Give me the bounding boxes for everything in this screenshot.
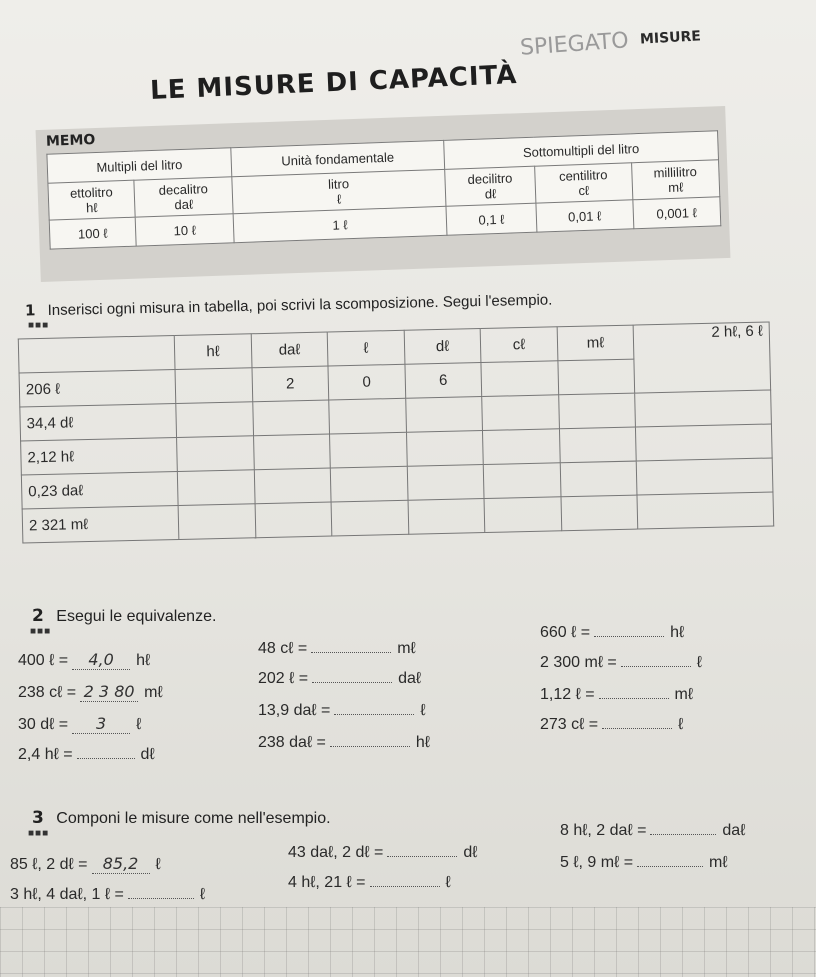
answer-cell[interactable] <box>637 492 774 529</box>
notebook-grid <box>0 907 816 977</box>
exercise-2-text: Esegui le equivalenze. <box>56 608 217 625</box>
memo-header-submultiples: Sottomultipli del litro <box>444 131 719 170</box>
digit-cell[interactable] <box>408 499 485 535</box>
answer-blank[interactable] <box>650 834 716 835</box>
answer-blank[interactable] <box>637 866 703 867</box>
digit-cell[interactable] <box>252 400 329 436</box>
digit-cell[interactable] <box>175 368 252 404</box>
answer-blank[interactable] <box>311 652 391 653</box>
difficulty-level-icon: ■■■ <box>28 828 50 839</box>
compose-item: 85 ℓ, 2 dℓ = 85,2 ℓ <box>10 854 161 873</box>
exercise-2-number: 2 <box>32 606 44 626</box>
equivalence-item: 2 300 mℓ = ℓ <box>540 654 702 671</box>
column-header: ℓ <box>327 330 404 366</box>
digit-cell[interactable] <box>558 393 635 429</box>
difficulty-level-icon: ■■■ <box>28 320 50 331</box>
column-header: mℓ <box>557 325 634 361</box>
answer-blank[interactable] <box>370 886 440 887</box>
answer-blank[interactable] <box>602 728 672 729</box>
digit-cell[interactable] <box>484 497 561 533</box>
exercise-1-table <box>18 321 774 543</box>
row-label: 0,23 daℓ <box>21 471 178 509</box>
equivalence-item: 273 cℓ = ℓ <box>540 716 684 733</box>
digit-cell[interactable] <box>561 495 638 531</box>
digit-cell[interactable] <box>177 470 254 506</box>
equivalence-item: 48 cℓ = mℓ <box>258 640 416 657</box>
row-label: 206 ℓ <box>19 369 176 407</box>
compose-item: 43 daℓ, 2 dℓ = dℓ <box>288 844 478 861</box>
digit-cell[interactable] <box>178 504 255 540</box>
compose-item: 4 hℓ, 21 ℓ = ℓ <box>288 874 451 891</box>
digit-cell[interactable] <box>482 395 559 431</box>
exercise-1-text: Inserisci ogni misura in tabella, poi scrivi la scomposizione. Segui l'esempio. <box>47 291 553 320</box>
digit-cell[interactable] <box>407 465 484 501</box>
digit-cell[interactable] <box>330 466 407 502</box>
answer-cell[interactable] <box>636 458 773 495</box>
answer-blank[interactable] <box>334 714 414 715</box>
digit-cell[interactable] <box>177 436 254 472</box>
digit-cell[interactable]: 2 <box>252 366 329 402</box>
column-header: daℓ <box>251 332 328 368</box>
digit-cell[interactable] <box>560 461 637 497</box>
digit-cell[interactable]: 6 <box>405 363 482 399</box>
answer-blank[interactable]: 4,0 <box>72 650 130 670</box>
equivalence-item: 13,9 daℓ = ℓ <box>258 702 426 719</box>
answer-blank[interactable]: 3 <box>72 714 130 734</box>
digit-cell[interactable] <box>558 359 635 395</box>
digit-cell[interactable] <box>405 397 482 433</box>
equivalence-item: 660 ℓ = hℓ <box>540 624 685 641</box>
equivalence-item: 2,4 hℓ = dℓ <box>18 746 155 763</box>
equivalence-item: 238 cℓ = 2 3 80 mℓ <box>18 682 163 701</box>
digit-cell[interactable] <box>559 427 636 463</box>
equivalence-item: 202 ℓ = daℓ <box>258 670 422 687</box>
memo-name-cell: millilitro mℓ <box>631 160 720 200</box>
answer-cell[interactable] <box>635 390 772 427</box>
answer-blank[interactable] <box>599 698 669 699</box>
memo-value-cell: 0,1 ℓ <box>446 203 537 235</box>
memo-name-cell: litro ℓ <box>232 169 446 213</box>
digit-cell[interactable] <box>254 468 331 504</box>
exercise-1-number: 1 <box>24 301 36 320</box>
digit-cell[interactable] <box>483 463 560 499</box>
memo-header-multiples: Multipli del litro <box>47 148 232 183</box>
section-label: MISURE <box>639 28 702 48</box>
memo-name-cell: ettolitro hℓ <box>48 180 135 220</box>
answer-blank[interactable] <box>312 682 392 683</box>
exercise-3-heading <box>32 808 331 828</box>
page-title: LE MISURE DI CAPACITÀ <box>149 59 518 107</box>
digit-cell[interactable] <box>255 502 332 538</box>
memo-value-cell: 10 ℓ <box>135 214 234 246</box>
digit-cell[interactable] <box>483 429 560 465</box>
digit-cell[interactable] <box>406 431 483 467</box>
memo-value-cell: 100 ℓ <box>49 217 136 249</box>
equivalence-item: 1,12 ℓ = mℓ <box>540 686 694 703</box>
digit-cell[interactable]: 0 <box>328 364 405 400</box>
equivalence-item: 400 ℓ = 4,0 hℓ <box>18 650 151 669</box>
digit-cell[interactable] <box>331 500 408 536</box>
answer-blank[interactable] <box>387 856 457 857</box>
memo-value-cell: 1 ℓ <box>233 206 447 242</box>
digit-cell[interactable] <box>176 402 253 438</box>
memo-box <box>36 106 731 282</box>
memo-table <box>46 130 721 249</box>
memo-name-cell: decilitro dℓ <box>445 166 536 206</box>
memo-header-fundamental: Unità fondamentale <box>231 140 445 176</box>
column-header: cℓ <box>480 327 557 363</box>
answer-blank[interactable]: 85,2 <box>92 854 150 874</box>
answer-blank[interactable]: 2 3 80 <box>80 682 138 702</box>
answer-cell[interactable]: 2 hℓ, 6 ℓ <box>633 322 770 393</box>
equivalence-item: 30 dℓ = 3 ℓ <box>18 714 142 733</box>
column-header: hℓ <box>174 334 251 370</box>
memo-name-cell: decalitro daℓ <box>134 177 233 217</box>
row-label: 34,4 dℓ <box>20 403 177 441</box>
exercise-1-instruction <box>25 290 553 319</box>
exercise-2-heading <box>32 606 216 626</box>
compose-item: 8 hℓ, 2 daℓ = daℓ <box>560 822 746 839</box>
memo-tag: MEMO <box>45 132 96 150</box>
answer-blank[interactable] <box>594 636 664 637</box>
digit-cell[interactable] <box>330 432 407 468</box>
exercise-3-text: Componi le misure come nell'esempio. <box>56 810 331 827</box>
answer-blank[interactable] <box>621 666 691 667</box>
memo-name-cell: centilitro cℓ <box>535 163 633 203</box>
equivalence-item: 238 daℓ = hℓ <box>258 734 430 751</box>
digit-cell[interactable] <box>253 434 330 470</box>
column-header: dℓ <box>404 329 481 365</box>
digit-cell[interactable] <box>481 361 558 397</box>
handwritten-note: SPIEGATO <box>519 28 630 61</box>
row-label: 2 321 mℓ <box>22 505 179 543</box>
answer-blank[interactable] <box>330 746 410 747</box>
memo-value-cell: 0,01 ℓ <box>536 200 634 232</box>
compose-item: 5 ℓ, 9 mℓ = mℓ <box>560 854 728 871</box>
answer-cell[interactable] <box>636 424 773 461</box>
difficulty-level-icon: ■■■ <box>30 626 52 637</box>
compose-item: 3 hℓ, 4 daℓ, 1 ℓ = ℓ <box>10 886 205 903</box>
answer-blank[interactable] <box>128 898 194 899</box>
answer-blank[interactable] <box>77 758 135 759</box>
digit-cell[interactable] <box>329 398 406 434</box>
memo-value-cell: 0,001 ℓ <box>632 197 720 229</box>
exercise-3-number: 3 <box>32 808 44 828</box>
table-corner <box>18 336 175 374</box>
row-label: 2,12 hℓ <box>21 437 178 475</box>
